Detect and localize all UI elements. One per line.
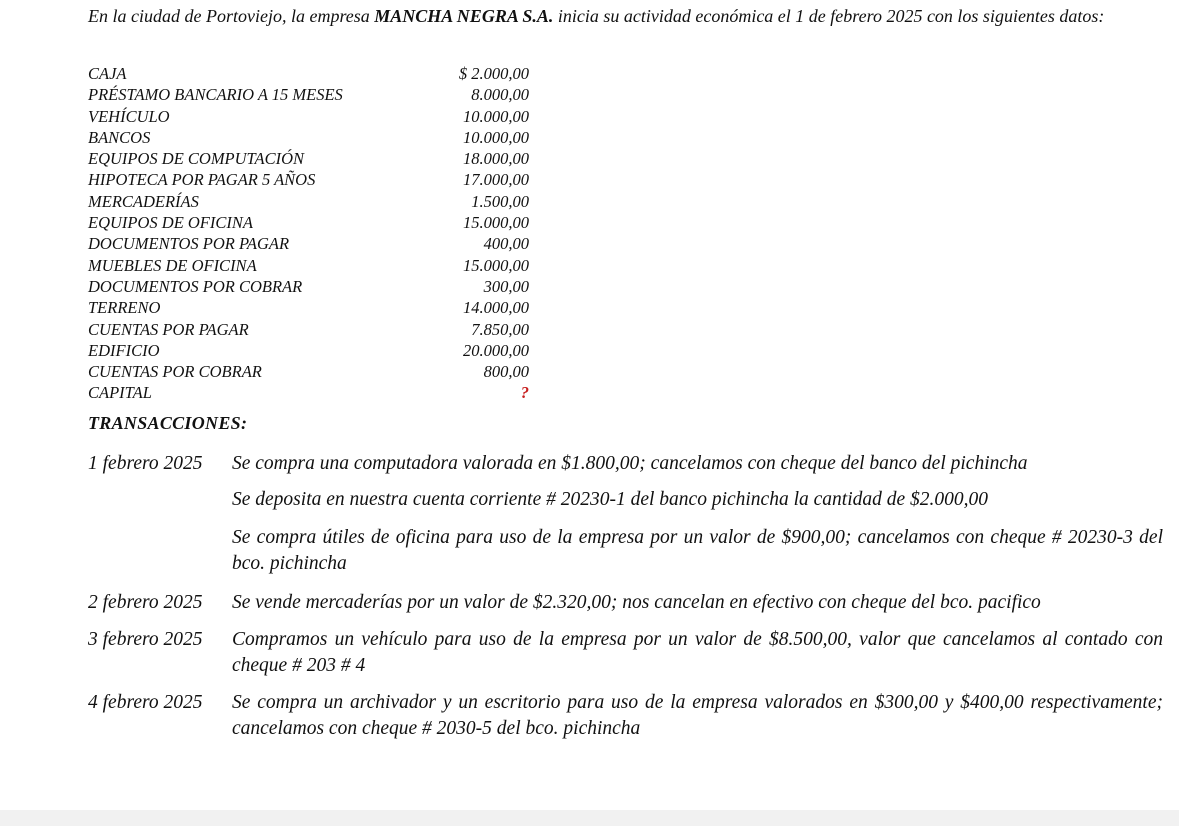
account-name: BANCOS bbox=[88, 127, 151, 147]
account-value: 15.000,00 bbox=[463, 213, 529, 233]
capital-unknown-value: ? bbox=[520, 383, 529, 403]
company-name: MANCHA NEGRA S.A. bbox=[374, 6, 554, 26]
account-row bbox=[88, 255, 538, 276]
intro-text-end: inicia su actividad económica el 1 de febrero 2025 con los siguientes datos: bbox=[553, 6, 1105, 26]
account-value: $ 2.000,00 bbox=[458, 64, 529, 83]
account-value: 800,00 bbox=[483, 362, 529, 382]
account-value: 7.850,00 bbox=[471, 319, 529, 339]
account-row bbox=[88, 169, 538, 190]
account-value: 8.000,00 bbox=[471, 85, 529, 105]
account-name: DOCUMENTOS POR COBRAR bbox=[88, 276, 303, 296]
account-name: MERCADERÍAS bbox=[88, 191, 199, 211]
account-value: 15.000,00 bbox=[463, 255, 529, 275]
account-row bbox=[88, 191, 538, 212]
account-name: DOCUMENTOS POR PAGAR bbox=[88, 234, 290, 254]
account-name: HIPOTECA POR PAGAR 5 AÑOS bbox=[88, 170, 316, 190]
account-name: EQUIPOS DE COMPUTACIÓN bbox=[88, 149, 305, 169]
transaction-date: 3 febrero 2025 bbox=[88, 629, 203, 650]
account-value: 300,00 bbox=[483, 276, 529, 296]
account-value: 20.000,00 bbox=[463, 340, 529, 360]
account-row bbox=[88, 106, 538, 127]
account-name: MUEBLES DE OFICINA bbox=[88, 255, 257, 275]
account-value: 10.000,00 bbox=[463, 127, 529, 147]
viewer-bottom-strip bbox=[0, 810, 1179, 826]
account-row bbox=[88, 276, 538, 297]
transaction-text: Compramos un vehículo para uso de la empresa por un valor de $8.500,00, valor que cancelamos al contado con cheque # 203 # 4 bbox=[232, 629, 1163, 676]
account-row bbox=[88, 63, 538, 84]
account-name: CUENTAS POR PAGAR bbox=[88, 319, 249, 339]
account-name: CAJA bbox=[88, 64, 127, 83]
account-row bbox=[88, 212, 538, 233]
transaction-text: Se compra una computadora valorada en $1.800,00; cancelamos con cheque del banco del pichincha bbox=[232, 453, 1028, 474]
account-value: 400,00 bbox=[483, 234, 529, 254]
account-name: TERRENO bbox=[88, 298, 161, 318]
account-row bbox=[88, 84, 538, 105]
account-name: VEHÍCULO bbox=[88, 106, 170, 126]
account-value: 18.000,00 bbox=[463, 149, 529, 169]
account-value: 10.000,00 bbox=[463, 106, 529, 126]
account-row bbox=[88, 340, 538, 361]
account-row bbox=[88, 148, 538, 169]
account-value: 14.000,00 bbox=[463, 298, 529, 318]
transaction-text: Se vende mercaderías por un valor de $2.320,00; nos cancelan en efectivo con cheque del bco. pacifico bbox=[232, 592, 1041, 613]
transaction-date: 2 febrero 2025 bbox=[88, 592, 203, 613]
accounts-list bbox=[88, 63, 538, 404]
account-value: 1.500,00 bbox=[471, 191, 529, 211]
account-row bbox=[88, 297, 538, 318]
transactions-heading: TRANSACCIONES: bbox=[88, 413, 248, 433]
account-row bbox=[88, 127, 538, 148]
transaction-text: Se compra útiles de oficina para uso de la empresa por un valor de $900,00; cancelamos con cheque # 20230-3 del bco. pichincha bbox=[232, 527, 1163, 574]
intro-text-start: En la ciudad de Portoviejo, la empresa bbox=[88, 6, 375, 26]
transaction-text: Se deposita en nuestra cuenta corriente # 20230-1 del banco pichincha la cantidad de $2.000,00 bbox=[232, 489, 989, 510]
account-row bbox=[88, 319, 538, 340]
transaction-text: Se compra un archivador y un escritorio para uso de la empresa valorados en $300,00 y $400,00 respectivamente; cancelamos con cheque # 2030-5 del bco. pichincha bbox=[232, 692, 1163, 739]
account-name: CUENTAS POR COBRAR bbox=[88, 362, 262, 382]
account-name: EQUIPOS DE OFICINA bbox=[88, 213, 253, 233]
transaction-date: 4 febrero 2025 bbox=[88, 692, 203, 713]
account-name: CAPITAL bbox=[88, 383, 152, 403]
transaction-date: 1 febrero 2025 bbox=[88, 453, 203, 474]
account-row bbox=[88, 361, 538, 382]
account-name: PRÉSTAMO BANCARIO A 15 MESES bbox=[88, 85, 343, 105]
account-row bbox=[88, 233, 538, 254]
account-row-capital bbox=[88, 382, 538, 403]
intro-paragraph bbox=[88, 5, 1163, 27]
account-name: EDIFICIO bbox=[88, 340, 160, 360]
account-value: 17.000,00 bbox=[463, 170, 529, 190]
